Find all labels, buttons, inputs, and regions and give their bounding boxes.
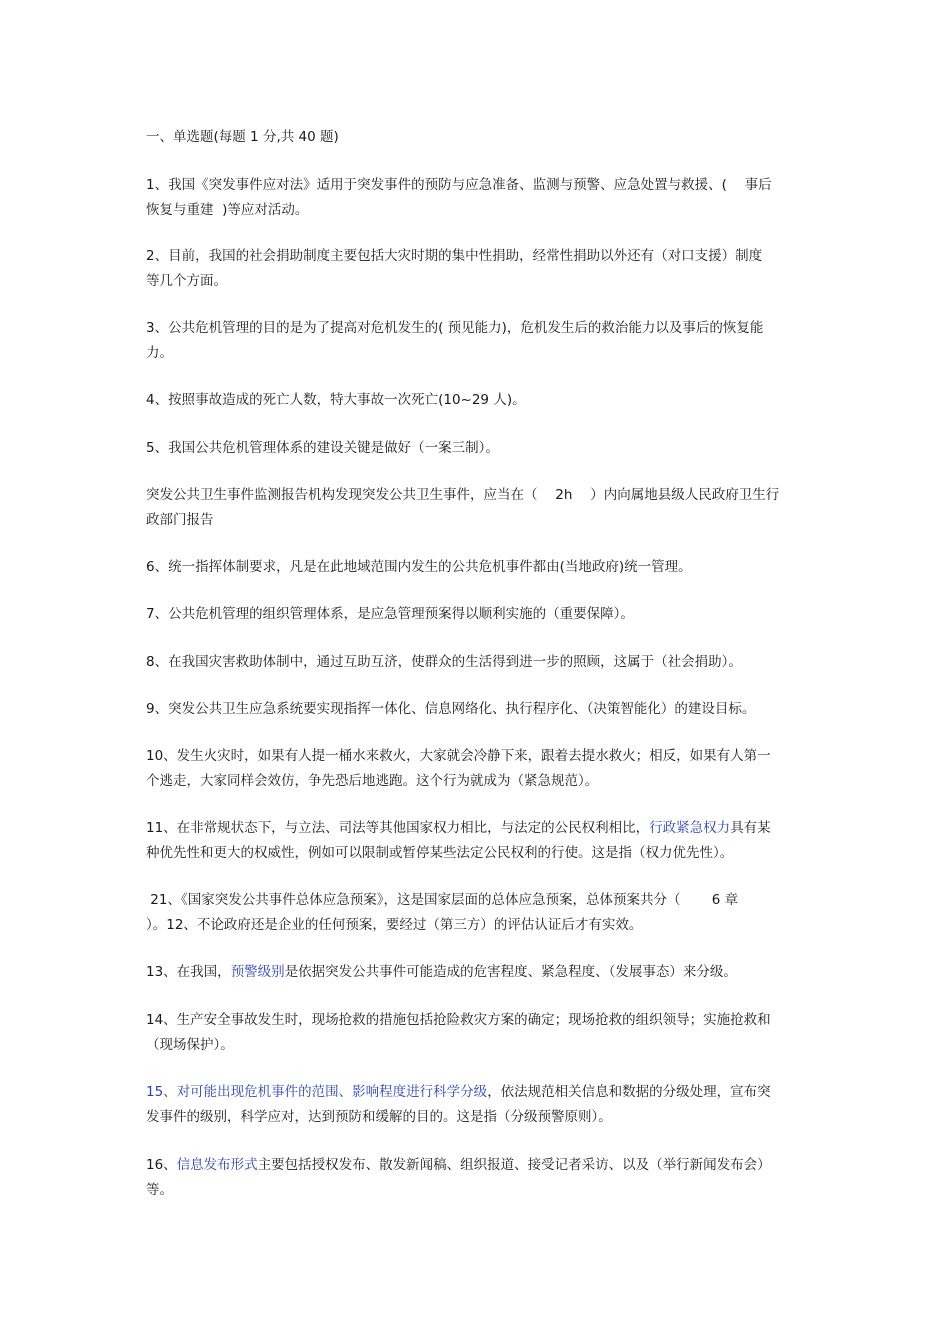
question-15: 15、对可能出现危机事件的范围、影响程度进行科学分级，依法规范相关信息和数据的分级处理，宣布突 发事件的级别，科学应对，达到预防和缓解的目的。这是指（分级预警原则）。 bbox=[146, 1084, 771, 1125]
link-warning-level[interactable]: 预警级别 bbox=[230, 964, 285, 980]
question-13: 13、在我国，预警级别是依据突发公共事件可能造成的危害程度、紧急程度、（发展事态）来分级。 bbox=[146, 964, 737, 980]
question-7: 7、公共危机管理的组织管理体系，是应急管理预案得以顺利实施的（重要保障）。 bbox=[146, 606, 634, 622]
question-16: 16、信息发布形式主要包括授权发布、散发新闻稿、组织报道、接受记者采访、以及（举行新闻发布会） 等。 bbox=[146, 1157, 771, 1198]
question-10: 10、发生火灾时，如果有人提一桶水来救火，大家就会冷静下来，跟着去提水救火；相反，如果有人第一 个逃走，大家同样会效仿，争先恐后地逃跑。这个行为就成为（紧急规范）。 bbox=[146, 748, 771, 789]
link-information-release-form[interactable]: 信息发布形式 bbox=[176, 1157, 258, 1173]
question-9: 9、突发公共卫生应急系统要实现指挥一体化、信息网络化、执行程序化、（决策智能化）的建设目标。 bbox=[146, 701, 756, 717]
question-1: 1、我国《突发事件应对法》适用于突发事件的预防与应急准备、监测与预警、应急处置与救援、( 事后 恢复与重建 )等应对活动。 bbox=[146, 177, 772, 218]
question-2: 2、目前，我国的社会捐助制度主要包括大灾时期的集中性捐助，经常性捐助以外还有（对口支援）制度 等几个方面。 bbox=[146, 248, 763, 289]
question-3: 3、公共危机管理的目的是为了提高对危机发生的( 预见能力)，危机发生后的救治能力以及事后的恢复能 力。 bbox=[146, 320, 764, 361]
question-5: 5、我国公共危机管理体系的建设关键是做好（一案三制）。 bbox=[146, 440, 499, 456]
link-administrative-emergency-power[interactable]: 行政紧急权力 bbox=[649, 820, 731, 836]
question-6: 6、统一指挥体制要求，凡是在此地域范围内发生的公共危机事件都由(当地政府)统一管理。 bbox=[146, 559, 692, 575]
question-4: 4、按照事故造成的死亡人数，特大事故一次死亡(10~29 人)。 bbox=[146, 392, 526, 408]
link-scientific-grading[interactable]: 15、对可能出现危机事件的范围、影响程度进行科学分级 bbox=[146, 1084, 488, 1100]
question-8: 8、在我国灾害救助体制中，通过互助互济，使群众的生活得到进一步的照顾，这属于（社会捐助）。 bbox=[146, 654, 742, 670]
question-21-12: 21、《国家突发公共事件总体应急预案》，这是国家层面的总体应急预案，总体预案共分（ 6 章 ）。12、不论政府还是企业的任何预案，要经过（第三方）的评估认证后才有实效。 bbox=[146, 892, 739, 933]
question-report-time: 突发公共卫生事件监测报告机构发现突发公共卫生事件，应当在（ 2h ）内向属地县级人民政府卫生行 政部门报告 bbox=[146, 487, 780, 528]
question-11: 11、在非常规状态下，与立法、司法等其他国家权力相比，与法定的公民权利相比，行政紧急权力具有某 种优先性和更大的权威性，例如可以限制或暂停某些法定公民权利的行使。这是指（权力优先性）。 bbox=[146, 820, 771, 861]
question-14: 14、生产安全事故发生时，现场抢救的措施包括抢险救灾方案的确定；现场抢救的组织领导；实施抢救和 （现场保护）。 bbox=[146, 1012, 771, 1053]
section-title: 一、单选题(每题 1 分,共 40 题) bbox=[146, 129, 339, 145]
